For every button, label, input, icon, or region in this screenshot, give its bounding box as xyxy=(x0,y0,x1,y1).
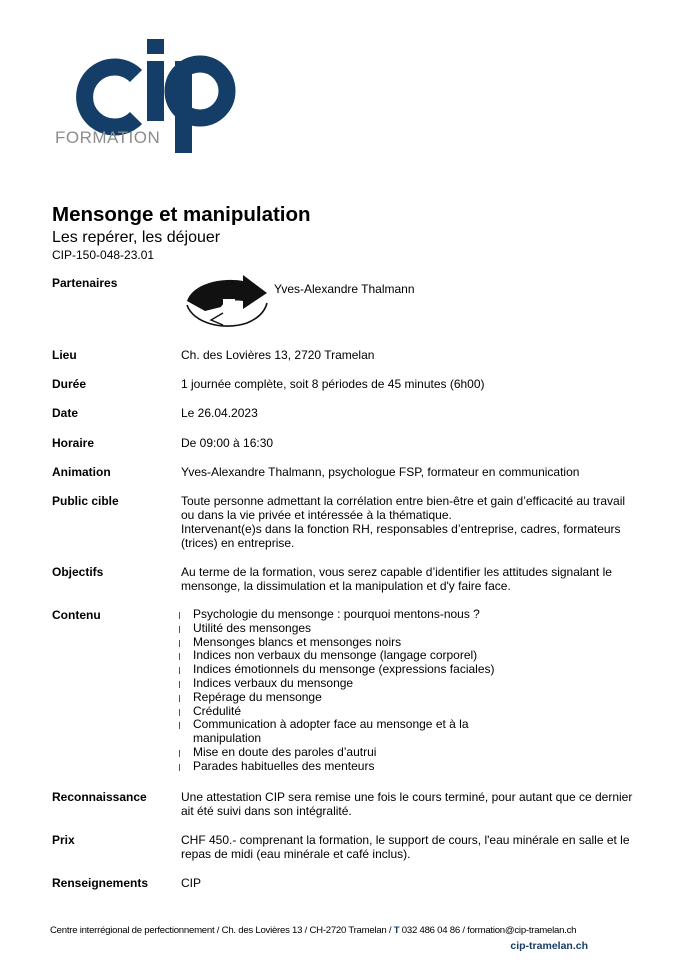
contenu-value xyxy=(181,608,636,774)
contenu-label: Contenu xyxy=(52,608,101,622)
bullet-icon xyxy=(179,722,180,729)
bullet-icon xyxy=(179,709,180,716)
list-item: Mise en doute des paroles d’autrui xyxy=(181,746,636,760)
bullet-icon xyxy=(179,695,180,702)
list-item: Indices non verbaux du mensonge (langage corporel) xyxy=(181,649,636,663)
renseignements-label: Renseignements xyxy=(52,876,149,890)
lieu-label: Lieu xyxy=(52,348,77,362)
public-line-1: Toute personne admettant la corrélation entre bien-être et gain d’efficacité au travail ou dans la vie privée et intéressée à la thématique. xyxy=(181,494,626,522)
bullet-icon xyxy=(179,764,180,771)
public-label: Public cible xyxy=(52,494,119,508)
renseignements-value: CIP xyxy=(181,876,202,890)
list-item: Repérage du mensonge xyxy=(181,691,636,705)
footer-address xyxy=(50,925,588,936)
list-item: Parades habituelles des menteurs xyxy=(181,760,636,774)
objectifs-value: Au terme de la formation, vous serez capable d’identifier les attitudes signalant le mensonge, la dissimulation et la manipulation et d'y faire face. xyxy=(181,565,612,593)
list-item: Psychologie du mensonge : pourquoi mentons-nous ? xyxy=(181,608,636,622)
contenu-list xyxy=(181,608,636,774)
prix-label: Prix xyxy=(52,833,75,847)
public-line-2: Intervenant(e)s dans la fonction RH, responsables d’entreprise, cadres, formateurs (trices) en entreprise. xyxy=(181,522,621,550)
list-item: Communication à adopter face au mensonge et à la manipulation xyxy=(181,718,636,746)
animation-value: Yves-Alexandre Thalmann, psychologue FSP, formateur en communication xyxy=(181,465,580,479)
list-item: Mensonges blancs et mensonges noirs xyxy=(181,636,636,650)
bullet-icon xyxy=(179,612,180,619)
phone-prefix: T xyxy=(393,925,400,936)
objectifs-label: Objectifs xyxy=(52,565,104,579)
footer-address-text: Centre interrégional de perfectionnement / Ch. des Lovières 13 / CH-2720 Tramelan / xyxy=(50,925,394,936)
course-code: CIP-150-048-23.01 xyxy=(52,248,155,262)
animation-label: Animation xyxy=(52,465,111,479)
horaire-value: De 09:00 à 16:30 xyxy=(181,436,274,450)
bullet-icon xyxy=(179,667,180,674)
public-value xyxy=(181,494,636,550)
date-label: Date xyxy=(52,406,79,420)
bullet-icon xyxy=(179,626,180,633)
course-title: Mensonge et manipulation xyxy=(52,203,311,226)
duree-label: Durée xyxy=(52,377,87,391)
partners-label: Partenaires xyxy=(52,276,118,290)
prix-value: CHF 450.- comprenant la formation, le support de cours, l'eau minérale en salle et le repas de midi (eau minérale et café inclus). xyxy=(181,833,630,861)
horaire-label: Horaire xyxy=(52,436,95,450)
bullet-icon xyxy=(179,653,180,660)
list-item: Indices émotionnels du mensonge (expressions faciales) xyxy=(181,663,636,677)
partner-name: Yves-Alexandre Thalmann xyxy=(274,282,415,296)
footer-website-link[interactable]: cip-tramelan.ch xyxy=(510,940,588,952)
list-item: Crédulité xyxy=(181,705,636,719)
reconnaissance-value: Une attestation CIP sera remise une fois le cours terminé, pour autant que ce dernier ait été suivi dans son intégralité. xyxy=(181,790,633,818)
bullet-icon xyxy=(179,750,180,757)
lieu-value: Ch. des Lovières 13, 2720 Tramelan xyxy=(181,348,375,362)
duree-value: 1 journée complète, soit 8 périodes de 45 minutes (6h00) xyxy=(181,377,485,391)
footer-contact[interactable]: 032 486 04 86 / formation@cip-tramelan.ch xyxy=(399,925,577,936)
date-value: Le 26.04.2023 xyxy=(181,406,258,420)
reconnaissance-label: Reconnaissance xyxy=(52,790,147,804)
list-item: Indices verbaux du mensonge xyxy=(181,677,636,691)
course-subtitle: Les repérer, les déjouer xyxy=(52,229,221,246)
list-item: Utilité des mensonges xyxy=(181,622,636,636)
bullet-icon xyxy=(179,681,180,688)
logo-subtitle: FORMATION xyxy=(55,128,161,147)
partner-logo-icon xyxy=(183,275,269,331)
bullet-icon xyxy=(179,640,180,647)
